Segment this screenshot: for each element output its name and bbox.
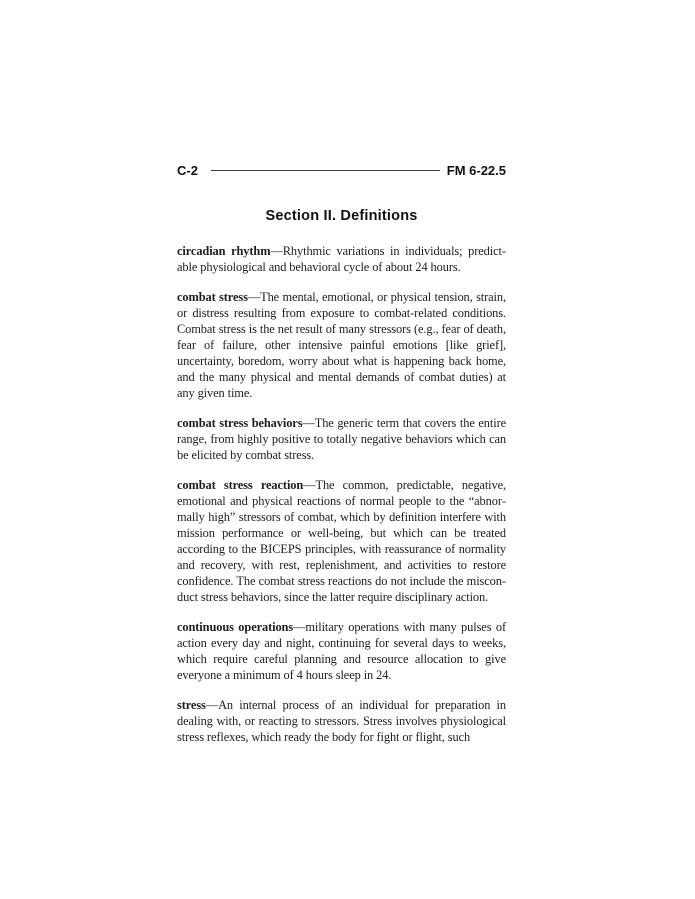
definition-term: combat stress reaction — [177, 478, 304, 492]
definition-text: —military operations with many pulses of action every day and night, continuing for several days to weeks, which require careful planning and resource allocation to give everyone a minimum of 4 hours sleep in 24. — [177, 620, 506, 682]
definition-term: continuous operations — [177, 620, 294, 634]
definition-stress — [177, 697, 506, 745]
definition-text: —Rhythmic variations in individuals; predictable physiological and behavioral cycle of about 24 hours. — [177, 244, 506, 274]
page-content — [177, 163, 506, 745]
definition-text: —The mental, emotional, or physical tension, strain, or distress resulting from exposure to combat-related conditions. Combat stress is the net result of many stressors (e.g., fear of death, fear of failure, other intensive painful emotions [like grief], uncertainty, boredom, worry about what is happening back home, and the many physical and mental demands of combat duties) at any given time. — [177, 290, 506, 400]
definition-term: circadian rhythm — [177, 244, 271, 258]
definition-combat-stress — [177, 289, 506, 401]
definition-combat-stress-behaviors — [177, 415, 506, 463]
definition-term: combat stress — [177, 290, 248, 304]
definition-text: —An internal process of an individual for preparation in dealing with, or reacting to stressors. Stress involves physiological stress reflexes, which ready the body for fight or flight, such — [177, 698, 506, 744]
definition-circadian-rhythm — [177, 243, 506, 275]
definition-continuous-operations — [177, 619, 506, 683]
page-number: C-2 — [177, 162, 198, 178]
definition-text: —The common, predictable, negative, emotional and physical reactions of normal people to the “abnormally high” stressors of combat, which by definition interfere with mission performance or well-being, but which can be treated according to the BICEPS principles, with reassurance of normality and recovery, with rest, replenishment, and activities to restore confidence. The combat stress reactions do not include the misconduct stress behaviors, since the latter require disciplinary action. — [177, 478, 506, 604]
page-header — [177, 163, 506, 177]
doc-number: FM 6-22.5 — [446, 162, 506, 178]
definition-term: stress — [177, 698, 206, 712]
header-rule — [211, 170, 440, 172]
definition-term: combat stress behaviors — [177, 416, 303, 430]
definition-combat-stress-reaction — [177, 477, 506, 605]
definition-text: —The generic term that covers the entire range, from highly positive to totally negative behaviors which can be elicited by combat stress. — [177, 416, 507, 462]
section-title: Section II. Definitions — [265, 208, 418, 224]
